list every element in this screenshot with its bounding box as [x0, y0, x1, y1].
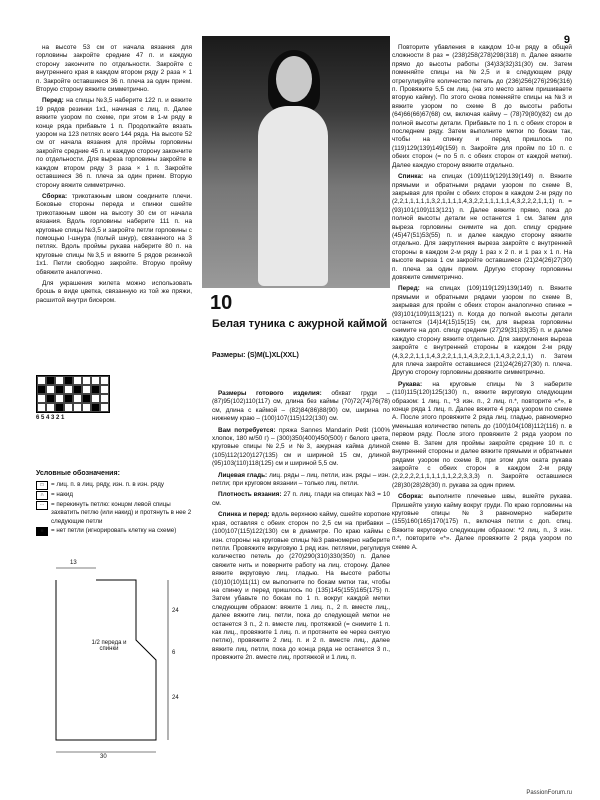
legend-text: = лиц. п. в лиц. ряду, изн. п. в изн. ряду [51, 481, 164, 489]
section-label: Сборка: [42, 192, 68, 200]
schematic-drawing [36, 560, 186, 760]
section-label: Плотность вязания: [218, 491, 282, 499]
section-text: обхват груди – (87)95(102)110(117) см, длина без каймы (70)72(74)76(78) см, длина с каймой – (82)84(86)88(90) см, ширина по нижнему краю – (100)107(115)122(130) см. [212, 390, 390, 423]
paragraph [212, 427, 390, 469]
model-photo [202, 36, 390, 288]
schematic-side-dim: 24 [172, 608, 179, 614]
section-text: лиц. ряды – лиц. петли, изн. ряды – изн. петли; при круговом вязании – только лиц. петли. [212, 471, 390, 488]
section-label: Спинка: [398, 173, 424, 181]
section-label: Спинка и перед: [218, 511, 270, 519]
section-text: на спицы №3,5 наберите 122 п. и вяжите 19 рядов резинки 1х1, начиная с лиц. п. Далее вяжите узором по схеме, при этом в 1-м ряду в конце ряда прибавьте 1 п. Продолжайте вязать узором на 123 петлях всего 144 ряда. На высоте 52 см от начала вязания для проймы горловины закройте средние 45 п. и каждую сторону закончите по отдельности. Для выреза горловины закройте в каждом втором ряду 3 раза × 1 п. Закройте оставшиеся 36 п. плеча за один прием. Вторую сторону вяжите симметрично. [36, 97, 192, 189]
schematic-top-dim: 13 [70, 560, 77, 566]
no-stitch-symbol-icon: ■ [36, 527, 48, 536]
pattern-schematic [36, 560, 186, 765]
legend [36, 470, 196, 537]
section-label: Перед: [398, 285, 420, 293]
section-label: Вам потребуется: [218, 426, 276, 434]
legend-text: = нет петли (игнорировать клетку на схеме) [51, 526, 177, 534]
left-column-text [36, 44, 192, 374]
legend-item [36, 491, 196, 500]
paragraph [392, 173, 572, 282]
paragraph [212, 472, 390, 489]
sizes-label: Размеры: [212, 352, 246, 359]
legend-item [36, 527, 196, 536]
section-label: Рукава: [398, 380, 423, 388]
pass-over-symbol-icon: ⋯ [36, 501, 48, 510]
right-column-text [392, 44, 572, 784]
middle-column-text [212, 390, 390, 790]
knit-symbol-icon: □ [36, 481, 48, 490]
legend-item [36, 501, 196, 526]
watermark-footer[interactable]: PassionForum.ru [526, 790, 572, 796]
section-text: вдоль верхнюю кайму, сшейте короткие края, оставляя с обеих сторон по 2,5 см на прибавки – (100)107(115)122(130) см в диаметре. По краю каймы с изн. стороны на круговые спицы №3 равномерно наберите петли. Провяжите вкруговую 1 ряд изн. петлями, регулируя количество петель до (270)290(310)330(350) п. Далее свяжите нить и поверните работу на лиц. сторону. Далее вяжите вкруговую лиц. гладью. На высоте работы (10)10(10)11(11) см выполните по бокам метки так, чтобы на спинку и перед пришлось по (135)145(155)165(175) п. Затем убавьте по бокам по 1 п. вокруг каждой метки следующим образом: вяжите 1 лиц. п., 2 п. вместе лиц., далее вяжите лиц. петли, пока до следующей метки не останется 3 п., 2 п. вместе лиц. протяжкой (= снимите 1 п. как лиц., провяжите 1 лиц. п. и протяните ее через снятую петлю), провяжите 2 лиц. п. и 2 п. вместе лиц., далее вяжите лиц. петли, пока до конца ряда не останется 3 п., провяжите 2п. вместе лиц. протяжкой и 1 лиц. п. [212, 511, 390, 662]
legend-text: = перекинуть петлю: концом левой спицы захватить петлю (или накид) и протянуть в нее 2 следующие петли [51, 501, 192, 525]
paragraph: Повторите убавления в каждом 10-м ряду в общей сложности 8 раз = (238)258(278)298(318) п. Далее вяжите прямо до высоты работы (34)33(32)31(30) см. Затем поменяйте спицы на №2,5 и в следующем ряду отрегулируйте количество петель до (236)256(276)296(316) п. Провяжите 5,5 см лиц. (на это место затем пришиваете вторую кайму). По этого снова поменяйте спицы на №3 и вяжите узором по схеме В до высоты работы (64)66(66)67(68) см, включая кайму – (78)79(80)(82) см до полной высоты детали. Прибавьте по 1 п. с обеих сторон в последнем ряду. Затем выполните метки по бокам так, чтобы на спинку и перед пришлось по (119)129(139)149(159) п. Закройте для пройм по 10 п. с обеих сторон (= по 5 п. с обеих сторон от каждой метки). Далее каждую сторону вяжите отдельно. [392, 44, 572, 169]
section-text: трикотажным швом соедините плечи. Боковые стороны переда и спинки сшейте трикотажным швом на высоту 30 см от начала вязания. Вдоль горловины наберите 111 п. на круговые спицы №3,5 и закройте петли горловины с помощью I-шнура (полый шнур), связанного на 3 петлях. Вдоль проймы рукава наберите 80 п. на круговые спицы №3,5 и вяжите 5 рядов резинкой 1х1. Петли свободно закройте. Вторую пройму обвяжите аналогично. [36, 192, 192, 276]
article-title: Белая туника с ажурной каймой [212, 318, 388, 330]
section-text: на круговые спицы №3 наберите (110)115(120)125(130) п., вяжите вкруговую следующим образом: 1 лиц. п., *3 изн. п., 2 лиц. п.*, повторите «*», в конце ряда 1 лиц. п. Далее вяжите 4 ряда узором по схеме А. После этого провяжите 2 ряда лиц. гладью, равномерно уменьшая количество петель до (100)104(108)112(116) п. в первом ряду. После этого провяжите 2 ряда узором по схеме В. Затем для проймы закройте средние 10 п. с внутренней стороны и далее вяжите прямыми и обратными рядами узором по схеме В, при этом для оката рукава закройте с обеих сторон в каждом 2-м ряду (2,2,2,2,2,1,1,1,1,1,1,2,2,3,3,3) п. Закройте оставшиеся (28)30(28)28(30) п. рукава за один прием. [392, 380, 572, 489]
chart-grid [36, 375, 110, 413]
paragraph [212, 491, 390, 508]
section-text: на спицах (109)119(129)139(149) п. Вяжите прямыми и обратными рядами узором по схеме В, закрывая для пройм с обеих сторон в каждом 2-м ряду по (2,2,1,1,1,1,1,3,2,1,1,1,1,4,3,2,2,1,1,1,1,1,4,3,2,2,2,1,1,1) п. = (93)101(109)113(121) п. Далее вяжите прямо, пока до полной высоты детали не останется 1 см. Затем для выреза горловины снимите на доп. спицу средние (45)47(51)53(55) п. и далее каждую сторону вяжите отдельно. Для закругления выреза закройте с внутренней стороны в каждом 2-м ряду 1 раз х 2 п. и 1 раз х 1 п. На высоте выреза 1 см закройте оставшиеся (21)24(26)27(30) п. плеча за один прием. Другую сторону горловины довяжите симметрично. [392, 173, 572, 281]
article-number: 10 [210, 292, 233, 314]
schematic-bottom-dim: 30 [100, 754, 107, 760]
sizes-line [212, 352, 299, 359]
paragraph [392, 493, 572, 552]
paragraph [212, 390, 390, 424]
legend-title: Условные обозначения: [36, 470, 120, 477]
legend-text: = накид [51, 491, 73, 499]
paragraph [36, 97, 192, 189]
section-text: пряжа Sannes Mandarin Petit (100% хлопок, 180 м/50 г) – (300)350(400)450(500) г белого цвета, круговые спицы №2,5 и №3, ажурная кайма длиной (105)112(120)127(135) см и шириной 15 см, длиной (95)103(110)118(125) см и шириной 5,5 см. [212, 426, 390, 468]
sizes-value: (S)M(L)XL(XXL) [247, 352, 299, 359]
legend-item [36, 481, 196, 490]
section-text: на спицах (109)119(129)139(149) п. Вяжите прямыми и обратными рядами узором по схеме В, закрывая для пройм с обеих сторон аналогично спинке = (93)101(109)113(121) п. Когда до полной высоты детали останется (14)14(15)15(15) см, для выреза горловины снимите на доп. спицу средние (27)29(31)33(35) п. и далее каждую сторону вяжите отдельно. Для закругления выреза закройте с внутренней стороны в каждом 2-м ряду (4,3,2,2,1,1,1,4,3,2,2,1,1,1,4,3,2,2,1,1,4,3,2,2,1,1) п. Затем для плеча закройте оставшиеся (21)24(26)27(30) п. плеча. Другую сторону горловины довяжите симметрично. [392, 285, 572, 377]
schematic-side-dim: 6 [172, 650, 176, 656]
section-label: Перед: [42, 97, 64, 105]
section-text: 27 п. лиц. глади на спицах №3 = 10 см. [212, 491, 390, 507]
page-number: 9 [563, 34, 570, 46]
knitting-chart [36, 375, 110, 421]
section-label: Сборка: [398, 493, 424, 501]
schematic-label: 1/2 переда и спинки [91, 640, 127, 652]
section-label: Размеры готового изделия: [218, 390, 322, 397]
paragraph [36, 193, 192, 277]
section-text: выполните плечевые швы, вшейте рукава. Пришейте узкую кайму вокруг груди. По краю горловины на круговые спицы №3 равномерно наберите (155)160(165)170(175) п., включая петли с доп. спиц. Вяжите вкруговую следующим образом: *2 лиц. п., 3 изн. п.*, повторите «*». Далее провяжите 2 ряда узором по схеме А. [392, 493, 572, 551]
chart-numbers: 6 5 4 3 2 1 [36, 415, 65, 421]
section-label: Лицевая гладь: [218, 471, 268, 479]
paragraph [212, 511, 390, 662]
paragraph [392, 285, 572, 377]
paragraph: Для украшения жилета можно использовать брошь в виде цветка, связанную из той же пряжи, расшитой внутри бисером. [36, 279, 192, 304]
paragraph [392, 381, 572, 490]
yarn-over-symbol-icon: ∩ [36, 491, 48, 500]
schematic-side-dim: 24 [172, 695, 179, 701]
paragraph: на высоте 53 см от начала вязания для горловины закройте средние 47 п. и каждую сторону закончите по отдельности. Закройте с внутреннего края в каждом втором ряду 2 раза × 1 п. Закройте оставшиеся 36 п. плеча за один прием. Вторую сторону вяжите симметрично. [36, 44, 192, 94]
